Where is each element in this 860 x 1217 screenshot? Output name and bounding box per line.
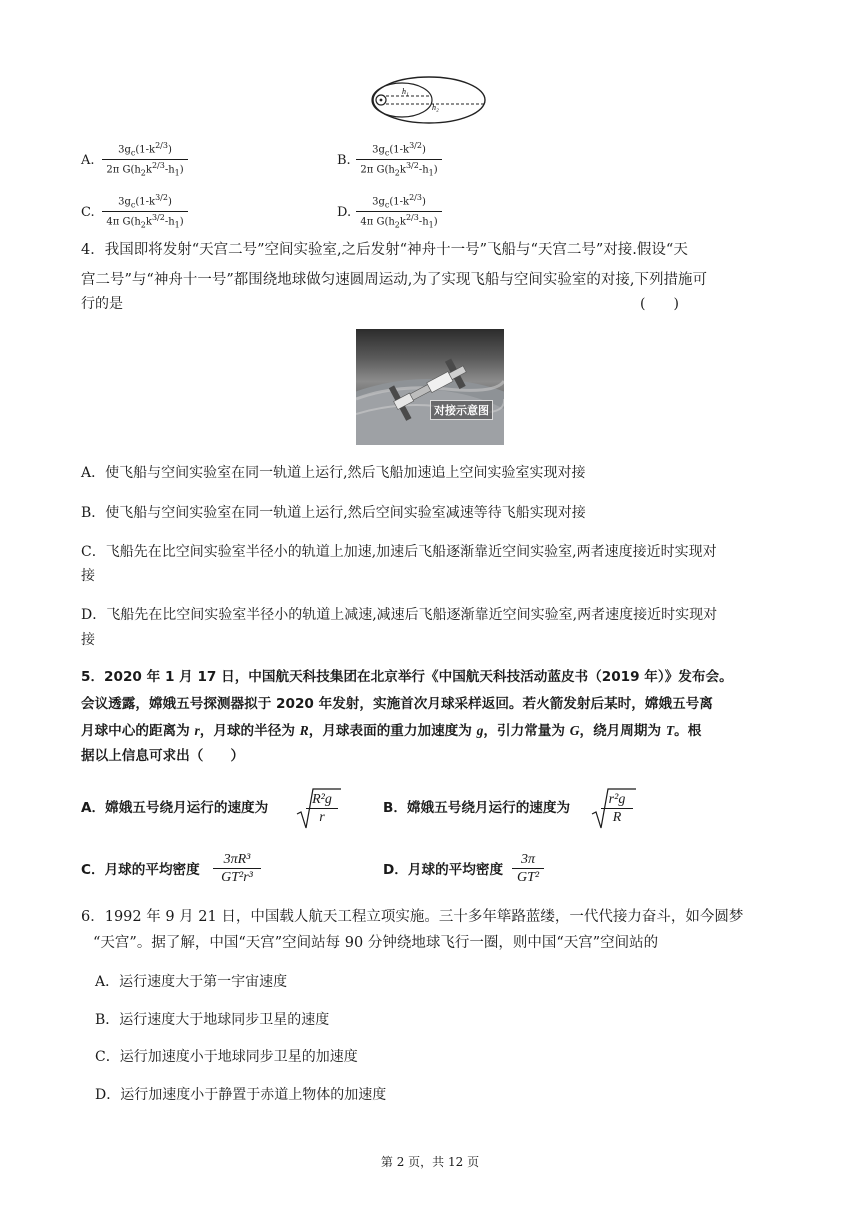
q5-option-b[interactable]: B．嫦娥五号绕月运行的速度为 <box>383 800 571 816</box>
q5-option-a[interactable]: A．嫦娥五号绕月运行的速度为 <box>81 800 269 816</box>
q5-option-c[interactable]: C．月球的平均密度 <box>81 862 200 878</box>
q5-option-d-fraction: $\frac{3\pi}{\text{GT²}}$ <box>512 851 544 886</box>
q5-stem-line4: 据以上信息可求出（ ） <box>81 748 245 764</box>
docking-diagram-image <box>356 329 504 445</box>
q4-option-a[interactable]: A．使飞船与空间实验室在同一轨道上运行,然后飞船加速追上空间实验室实现对接 <box>81 465 586 481</box>
q5-option-c-fraction: $\frac{\text{3πR³}}{\text{GT²r³}}$ <box>213 851 261 886</box>
docking-diagram-caption: 对接示意图 <box>430 400 493 420</box>
q6-option-c[interactable]: C．运行加速度小于地球同步卫星的加速度 <box>95 1049 358 1065</box>
orbit-diagram <box>370 74 488 126</box>
q3-option-c-formula: $\frac{3g_c(1-k^{3/2})}{4\pi G(h_2k^{3/2}-h_1)}$ <box>102 192 188 232</box>
q5-stem-line2: 会议透露，嫦娥五号探测器拟于 2020 年发射，实施首次月球采样返回。若火箭发射后某时，嫦娥五号离 <box>81 696 713 712</box>
q3-option-a-label[interactable]: A. <box>81 153 95 168</box>
q6-option-b[interactable]: B．运行速度大于地球同步卫星的速度 <box>95 1012 330 1028</box>
q3-option-d-formula: $\frac{3g_c(1-k^{2/3})}{4\pi G(h_2k^{2/3}-h_1)}$ <box>356 192 442 232</box>
q3-option-d-label[interactable]: D. <box>337 205 352 220</box>
q4-option-c-line2: 接 <box>81 568 95 584</box>
q5-option-b-fraction: $\frac{\text{r²g}}{R}$ <box>601 791 633 826</box>
q5-option-a-fraction: $\frac{\text{R²g}}{r}$ <box>306 791 338 826</box>
q4-option-c-line1[interactable]: C．飞船先在比空间实验室半径小的轨道上加速,加速后飞船逐渐靠近空间实验室,两者速度接近时实现对 <box>81 544 717 560</box>
q5-option-d[interactable]: D．月球的平均密度 <box>383 862 504 878</box>
h1-label: h₁ <box>402 87 409 96</box>
q6-option-a[interactable]: A．运行速度大于第一宇宙速度 <box>95 974 288 990</box>
q3-option-b-label[interactable]: B. <box>337 153 351 168</box>
q3-option-a-formula: $\frac{3g_c(1-k^{2/3})}{2\pi G(h_2k^{2/3}-h_1)}$ <box>102 140 188 180</box>
q6-stem-line1: 6．1992 年 9 月 21 日，中国载人航天工程立项实施。三十多年筚路蓝缕，一代代接力奋斗，如今圆梦 <box>81 909 744 925</box>
q6-option-d[interactable]: D．运行加速度小于静置于赤道上物体的加速度 <box>95 1087 387 1103</box>
page-footer: 第 2 页，共 12 页 <box>380 1155 480 1169</box>
q4-answer-bracket[interactable]: ( ) <box>640 296 679 312</box>
q4-option-d-line1[interactable]: D．飞船先在比空间实验室半径小的轨道上减速,减速后飞船逐渐靠近空间实验室,两者速度接近时实现对 <box>81 607 718 623</box>
q3-option-c-label[interactable]: C. <box>81 205 95 220</box>
q4-stem-line3: 行的是 <box>81 296 123 312</box>
q4-stem-line1: 4．我国即将发射“天宫二号”空间实验室,之后发射“神舟十一号”飞船与“天宫二号”对接.假设“天 <box>81 242 688 258</box>
h2-label: h₂ <box>432 103 439 112</box>
q5-stem-line3: 月球中心的距离为 r，月球的半径为 R，月球表面的重力加速度为 g，引力常量为 G，绕月周期为 T。根 <box>81 723 702 739</box>
q4-option-b[interactable]: B．使飞船与空间实验室在同一轨道上运行,然后空间实验室减速等待飞船实现对接 <box>81 505 586 521</box>
q4-option-d-line2: 接 <box>81 632 95 648</box>
q5-stem-line1: 5．2020 年 1 月 17 日，中国航天科技集团在北京举行《中国航天科技活动蓝皮书（2019 年）》发布会。 <box>81 669 733 685</box>
q6-stem-line2: “天宫”。据了解，中国“天宫”空间站每 90 分钟绕地球飞行一圈，则中国“天宫”空间站的 <box>93 935 659 951</box>
q4-stem-line2: 宫二号”与“神舟十一号”都围绕地球做匀速圆周运动,为了实现飞船与空间实验室的对接,下列措施可 <box>81 272 707 288</box>
q3-option-b-formula: $\frac{3g_c(1-k^{3/2})}{2\pi G(h_2k^{3/2}-h_1)}$ <box>356 140 442 180</box>
